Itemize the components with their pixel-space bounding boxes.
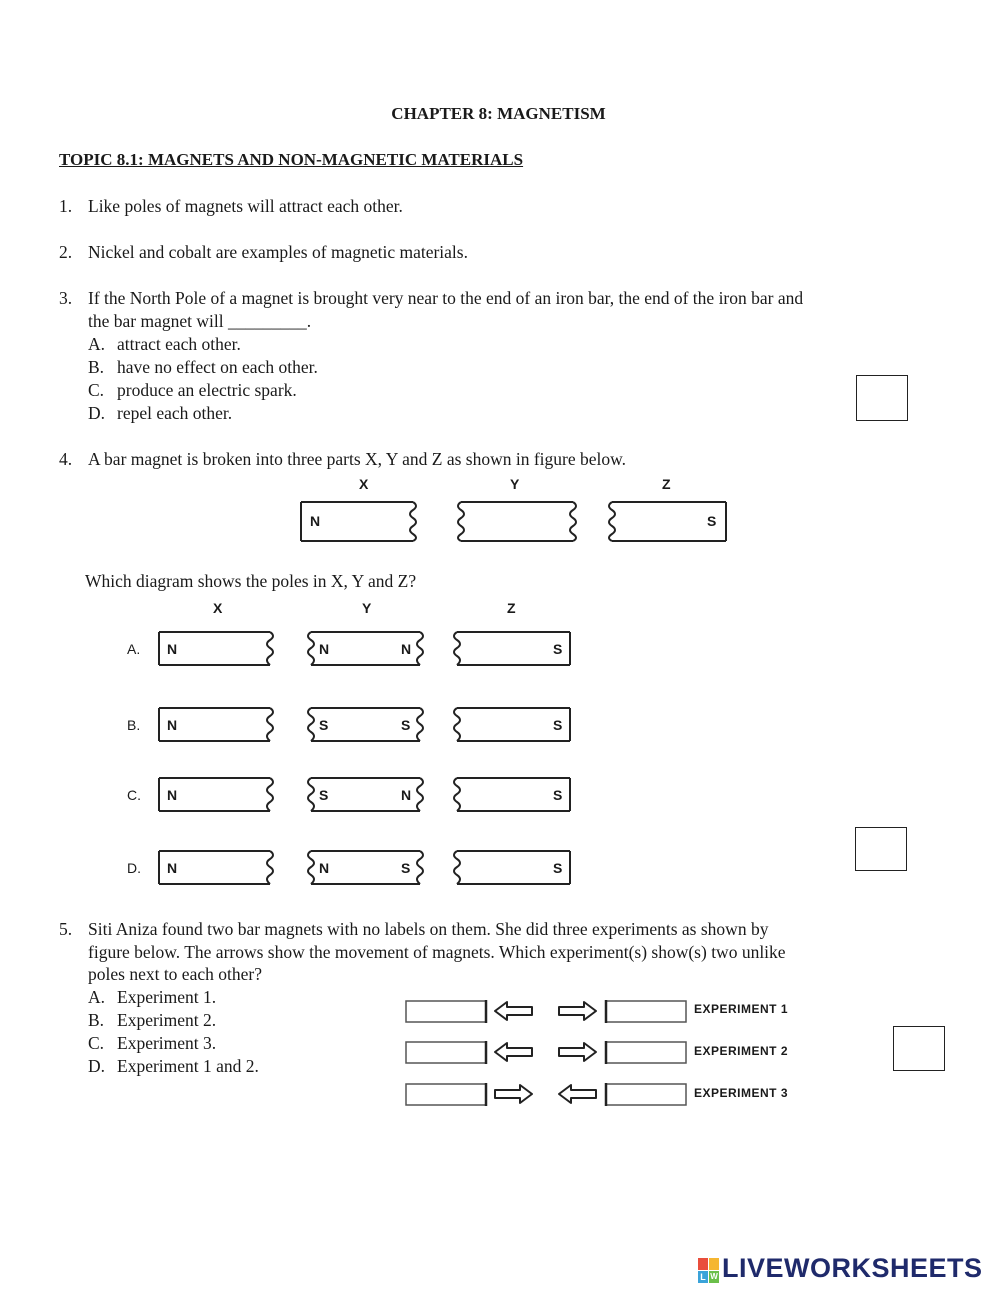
q5-option-b-letter: B. <box>88 1010 105 1030</box>
fig-label-x: X <box>359 476 369 492</box>
q4-option-b-z: S <box>553 717 563 733</box>
fig-label-z: Z <box>662 476 671 492</box>
logo-icon-letter-w: W <box>710 1272 718 1281</box>
q4-option-d-letter: D. <box>127 860 141 876</box>
q5-line-2: figure below. The arrows show the movement of magnets. Which experiment(s) show(s) two unlike <box>88 942 786 962</box>
q5-option-d-text: Experiment 1 and 2. <box>117 1056 259 1076</box>
opt-col-label-y: Y <box>362 600 372 616</box>
exp1-right-arrow <box>559 1002 596 1020</box>
q4-option-a-y-right: N <box>401 641 412 657</box>
q4-option-a-y-left: N <box>319 641 330 657</box>
q3-option-a-text: attract each other. <box>117 334 241 354</box>
logo-icon-letter-l: L <box>698 1271 708 1283</box>
q5-option-a-text: Experiment 1. <box>117 987 217 1007</box>
fig-pole-s: S <box>707 513 717 529</box>
q4-option-b-y-right: S <box>401 717 411 733</box>
q4-option-c-x: N <box>167 787 178 803</box>
experiment-3-label: EXPERIMENT 3 <box>694 1086 789 1100</box>
q3-line-2: the bar magnet will _________. <box>88 311 312 331</box>
q4-option-d-y-left: N <box>319 860 330 876</box>
liveworksheets-logo-icon <box>698 1258 720 1284</box>
q5-option-a-letter: A. <box>88 987 106 1007</box>
q5-option-c-letter: C. <box>88 1033 105 1053</box>
opt-col-label-z: Z <box>507 600 516 616</box>
q3-number: 3. <box>59 288 73 308</box>
q3-option-c-text: produce an electric spark. <box>117 380 297 400</box>
q3-line-1: If the North Pole of a magnet is brought very near to the end of an iron bar, the end of the iron bar and <box>88 288 804 308</box>
experiment-2-row <box>406 1041 686 1064</box>
liveworksheets-logo-text[interactable]: LIVEWORKSHEETS <box>722 1253 983 1283</box>
q4-option-d-x: N <box>167 860 178 876</box>
q4-option-c-letter: C. <box>127 787 141 803</box>
q5-option-b-text: Experiment 2. <box>117 1010 217 1030</box>
q3-option-c-letter: C. <box>88 380 105 400</box>
exp1-left-arrow <box>495 1002 532 1020</box>
q1-number: 1. <box>59 196 73 216</box>
experiment-3-row <box>406 1083 686 1106</box>
q4-option-b-y-left: S <box>319 717 329 733</box>
q5-option-d-letter: D. <box>88 1056 106 1076</box>
q4-option-a-z: S <box>553 641 563 657</box>
fig-pole-n: N <box>310 513 321 529</box>
q5-number: 5. <box>59 919 73 939</box>
exp3-right-arrow <box>495 1085 532 1103</box>
q4-option-d-z: S <box>553 860 563 876</box>
q4-text: A bar magnet is broken into three parts X, Y and Z as shown in figure below. <box>88 449 626 469</box>
q3-option-a-letter: A. <box>88 334 106 354</box>
q4-option-c-y-left: S <box>319 787 329 803</box>
q5-option-c-text: Experiment 3. <box>117 1033 217 1053</box>
q4-option-a-x: N <box>167 641 178 657</box>
opt-col-label-x: X <box>213 600 223 616</box>
q4-option-b-x: N <box>167 717 178 733</box>
q1-text: Like poles of magnets will attract each other. <box>88 196 403 216</box>
q3-option-d-letter: D. <box>88 403 106 423</box>
q3-option-d-text: repel each other. <box>117 403 233 423</box>
experiment-2-label: EXPERIMENT 2 <box>694 1044 789 1058</box>
q4-prompt: Which diagram shows the poles in X, Y and Z? <box>85 571 417 591</box>
q2-text: Nickel and cobalt are examples of magnetic materials. <box>88 242 468 262</box>
q5-answer-box[interactable] <box>893 1026 945 1071</box>
experiment-1-row <box>406 1000 686 1023</box>
chapter-title: CHAPTER 8: MAGNETISM <box>391 104 606 123</box>
q3-option-b-text: have no effect on each other. <box>117 357 318 377</box>
q4-option-c-y-right: N <box>401 787 412 803</box>
q4-option-d-y-right: S <box>401 860 411 876</box>
fig-label-y: Y <box>510 476 520 492</box>
exp2-left-arrow <box>495 1043 532 1061</box>
experiment-1-label: EXPERIMENT 1 <box>694 1002 789 1016</box>
q5-line-3: poles next to each other? <box>88 964 262 984</box>
q3-option-b-letter: B. <box>88 357 105 377</box>
q4-option-a-letter: A. <box>127 641 141 657</box>
q5-line-1: Siti Aniza found two bar magnets with no labels on them. She did three experiments as shown by <box>88 919 769 939</box>
q4-option-b-letter: B. <box>127 717 141 733</box>
exp2-right-arrow <box>559 1043 596 1061</box>
q4-option-c-z: S <box>553 787 563 803</box>
q2-number: 2. <box>59 242 73 262</box>
exp3-left-arrow <box>559 1085 596 1103</box>
topic-title: TOPIC 8.1: MAGNETS AND NON-MAGNETIC MATERIALS <box>59 150 524 169</box>
q4-number: 4. <box>59 449 73 469</box>
